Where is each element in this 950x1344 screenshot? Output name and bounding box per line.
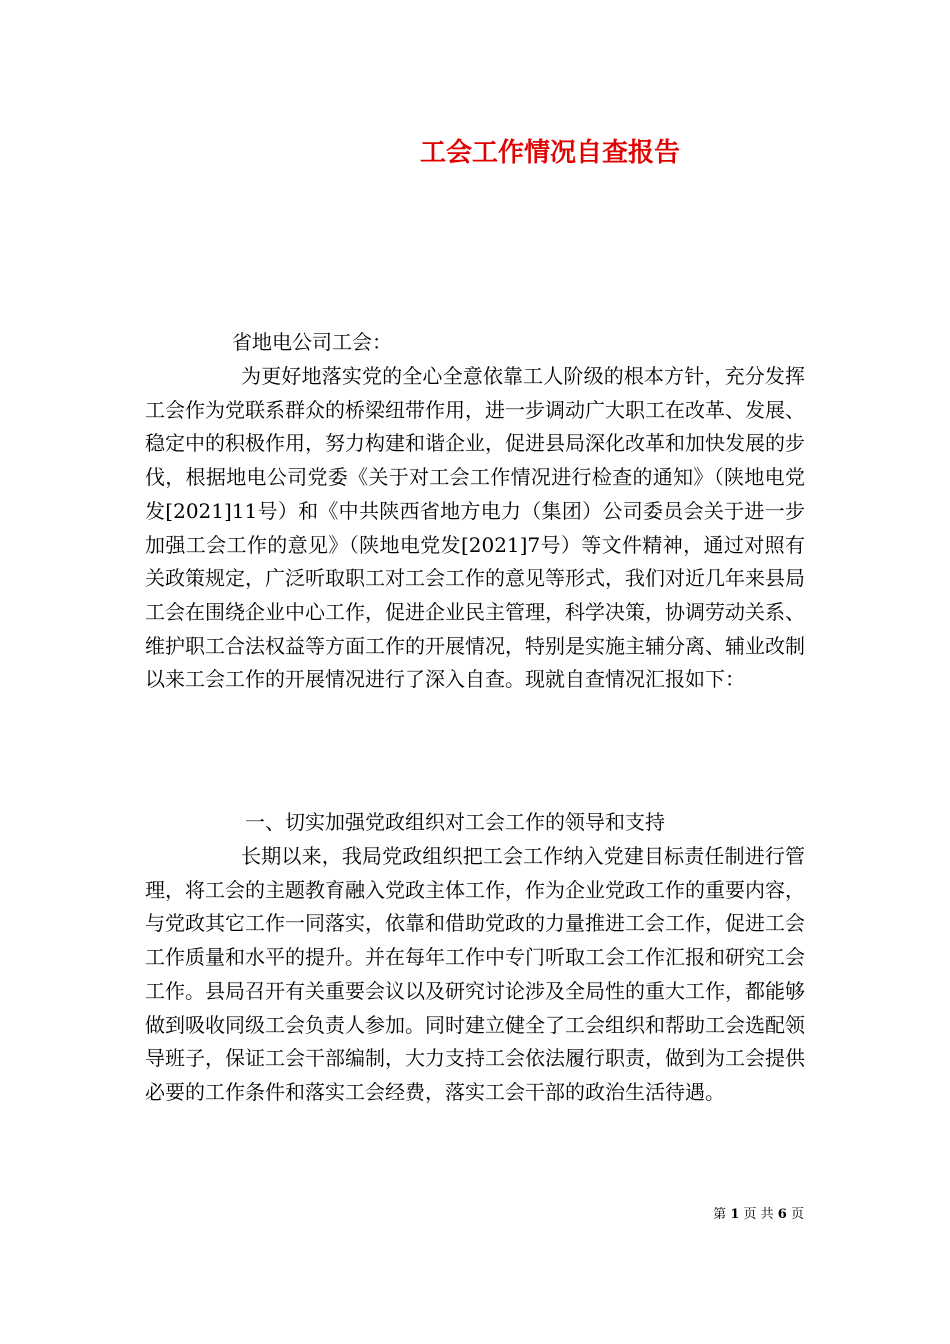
document-title: 工会工作情况自查报告 [419, 138, 680, 168]
salutation: 省地电公司工会： [232, 330, 392, 354]
footer-total-pages: 6 [777, 1207, 787, 1222]
page-footer [713, 1203, 804, 1222]
footer-prefix: 第 [713, 1207, 727, 1222]
footer-middle: 页 共 [743, 1207, 774, 1222]
paragraph-section-1 [145, 840, 805, 1110]
footer-suffix: 页 [790, 1207, 804, 1222]
paragraph-intro-text: 为更好地落实党的全心全意依靠工人阶级的根本方针，充分发挥工会作为党联系群众的桥梁纽带作用，进一步调动广大职工在改革、发展、稳定中的积极作用，努力构建和谐企业，促进县局深化改革和加快发展的步伐，根据地电公司党委《关于对工会工作情况进行检查的通知》（陕地电党发[2021]11号）和《中共陕西省地方电力（集团）公司委员会关于进一步加强工会工作的意见》（陕地电党发[2021]7号）等文件精神，通过对照有关政策规定，广泛听取职工对工会工作的意见等形式，我们对近几年来县局工会在围绕企业中心工作，促进企业民主管理，科学决策，协调劳动关系、维护职工合法权益等方面工作的开展情况，特别是实施主辅分离、辅业改制以来工会工作的开展情况进行了深入自查。现就自查情况汇报如下： [145, 364, 805, 692]
section-heading-1: 一、切实加强党政组织对工会工作的领导和支持 [245, 810, 665, 834]
paragraph-intro [145, 360, 805, 697]
paragraph-section-1-text: 长期以来，我局党政组织把工会工作纳入党建目标责任制进行管理，将工会的主题教育融入党政主体工作，作为企业党政工作的重要内容，与党政其它工作一同落实，依靠和借助党政的力量推进工会工作，促进工会工作质量和水平的提升。并在每年工作中专门听取工会工作汇报和研究工会工作。县局召开有关重要会议以及研究讨论涉及全局性的重大工作，都能够做到吸收同级工会负责人参加。同时建立健全了工会组织和帮助工会选配领导班子，保证工会干部编制，大力支持工会依法履行职责，做到为工会提供必要的工作条件和落实工会经费，落实工会干部的政治生活待遇。 [145, 844, 805, 1104]
footer-current-page: 1 [730, 1207, 740, 1222]
